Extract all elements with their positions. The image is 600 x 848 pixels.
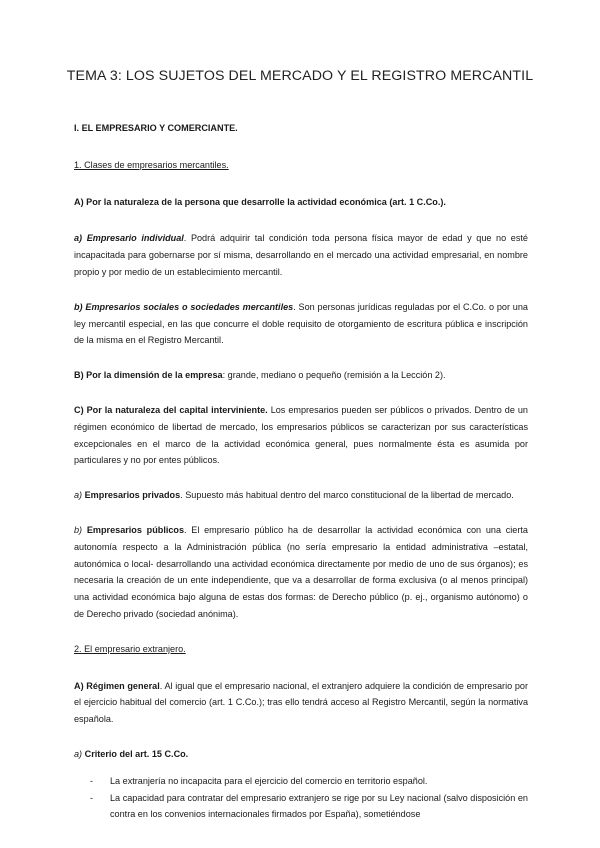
- text-dimension: : grande, mediano o pequeño (remisión a la Lección 2).: [222, 370, 446, 381]
- list-dash: -: [90, 775, 94, 786]
- heading-A: A) Por la naturaleza de la persona que desarrolle la actividad económica (art. 1 C.Co.).: [74, 196, 446, 207]
- criteria-list: [74, 773, 528, 823]
- text-empresarios-sociales: . Son personas jurídicas reguladas por el C.Co. o por una ley mercantil especial, en las que concurre el doble requisito de otorgamiento de escritura pública e inscripción de la misma en el Registro Mercantil.: [74, 301, 528, 346]
- list-item-text: La capacidad para contratar del empresario extranjero se rige por su Ley nacional (salvo disposición en contra en los convenios internacionales firmados por España), sometiéndose: [110, 792, 528, 820]
- subsection-heading-2: 2. El empresario extranjero.: [74, 643, 186, 654]
- paragraph-dimension: [74, 367, 528, 384]
- list-item-text: La extranjería no incapacita para el ejercicio del comercio en territorio español.: [110, 775, 428, 786]
- section-heading: I. EL EMPRESARIO Y COMERCIANTE.: [74, 123, 238, 133]
- paragraph-empresarios-sociales: [74, 299, 528, 349]
- term-dimension: B) Por la dimensión de la empresa: [74, 370, 223, 381]
- list-item: [74, 790, 528, 824]
- term-regimen-general: A) Régimen general: [74, 680, 160, 691]
- text-empresario-individual: . Podrá adquirir tal condición toda persona física mayor de edad y que no esté incapacitada para gobernarse por sí misma, desarrollando en el mercado una actividad empresarial, en nombre propio y por medio de un establecimiento mercantil.: [74, 233, 528, 277]
- term-publicos: Empresarios públicos: [82, 524, 185, 535]
- paragraph-criterio: [74, 746, 528, 763]
- letter-criterio: a): [74, 748, 83, 759]
- letter-publicos: b): [74, 524, 83, 535]
- paragraph-capital: [74, 402, 528, 469]
- paragraph-empresario-individual: [74, 230, 528, 280]
- term-empresario-individual: a) Empresario individual: [74, 233, 184, 244]
- term-privados: Empresarios privados: [82, 490, 181, 501]
- text-privados: . Supuesto más habitual dentro del marco constitucional de la libertad de mercado.: [180, 490, 514, 501]
- paragraph-publicos: [74, 522, 528, 623]
- subsection-heading-1: 1. Clases de empresarios mercantiles.: [74, 159, 229, 170]
- letter-privados: a): [74, 490, 83, 501]
- term-empresarios-sociales: b) Empresarios sociales o sociedades mercantiles: [74, 301, 294, 312]
- list-item: [74, 773, 528, 790]
- text-capital: Los empresarios pueden ser públicos o privados. Dentro de un régimen económico de libertad de mercado, los empresarios públicos se caracterizan por sus características excepcionales en el marco de la actividad económica general, pues normalmente ésta es asumida por particulares y no por entes públicos.: [74, 404, 528, 466]
- page-title: TEMA 3: LOS SUJETOS DEL MERCADO Y EL REGISTRO MERCANTIL: [66, 68, 534, 84]
- term-criterio: Criterio del art. 15 C.Co.: [82, 748, 189, 759]
- list-dash: -: [90, 792, 94, 803]
- document-body: [74, 120, 528, 823]
- paragraph-regimen-general: [74, 678, 528, 728]
- paragraph-privados: [74, 487, 528, 504]
- text-regimen-general: . Al igual que el empresario nacional, el extranjero adquiere la condición de empresario por el ejercicio habitual del comercio (art. 1 C.Co.); tras ello tendrá acceso al Registro Mercantil, según la normativa española.: [74, 680, 528, 725]
- term-capital: C) Por la naturaleza del capital interviniente.: [74, 404, 268, 415]
- text-publicos: . El empresario público ha de desarrollar la actividad económica con una cierta autonomía respecto a la Administración pública (no sería empresario la entidad administrativa –estatal, autonómica o local- desarrollando una actividad económica directamente por medio de uno de sus órganos); es necesaria la creación de un ente independiente, que va a desarrollar de forma exclusiva (o al menos principal) una actividad económica bajo alguna de estas dos formas: de Derecho público (p. ej., organismo autónomo) o de Derecho privado (sociedad anónima).: [74, 524, 528, 619]
